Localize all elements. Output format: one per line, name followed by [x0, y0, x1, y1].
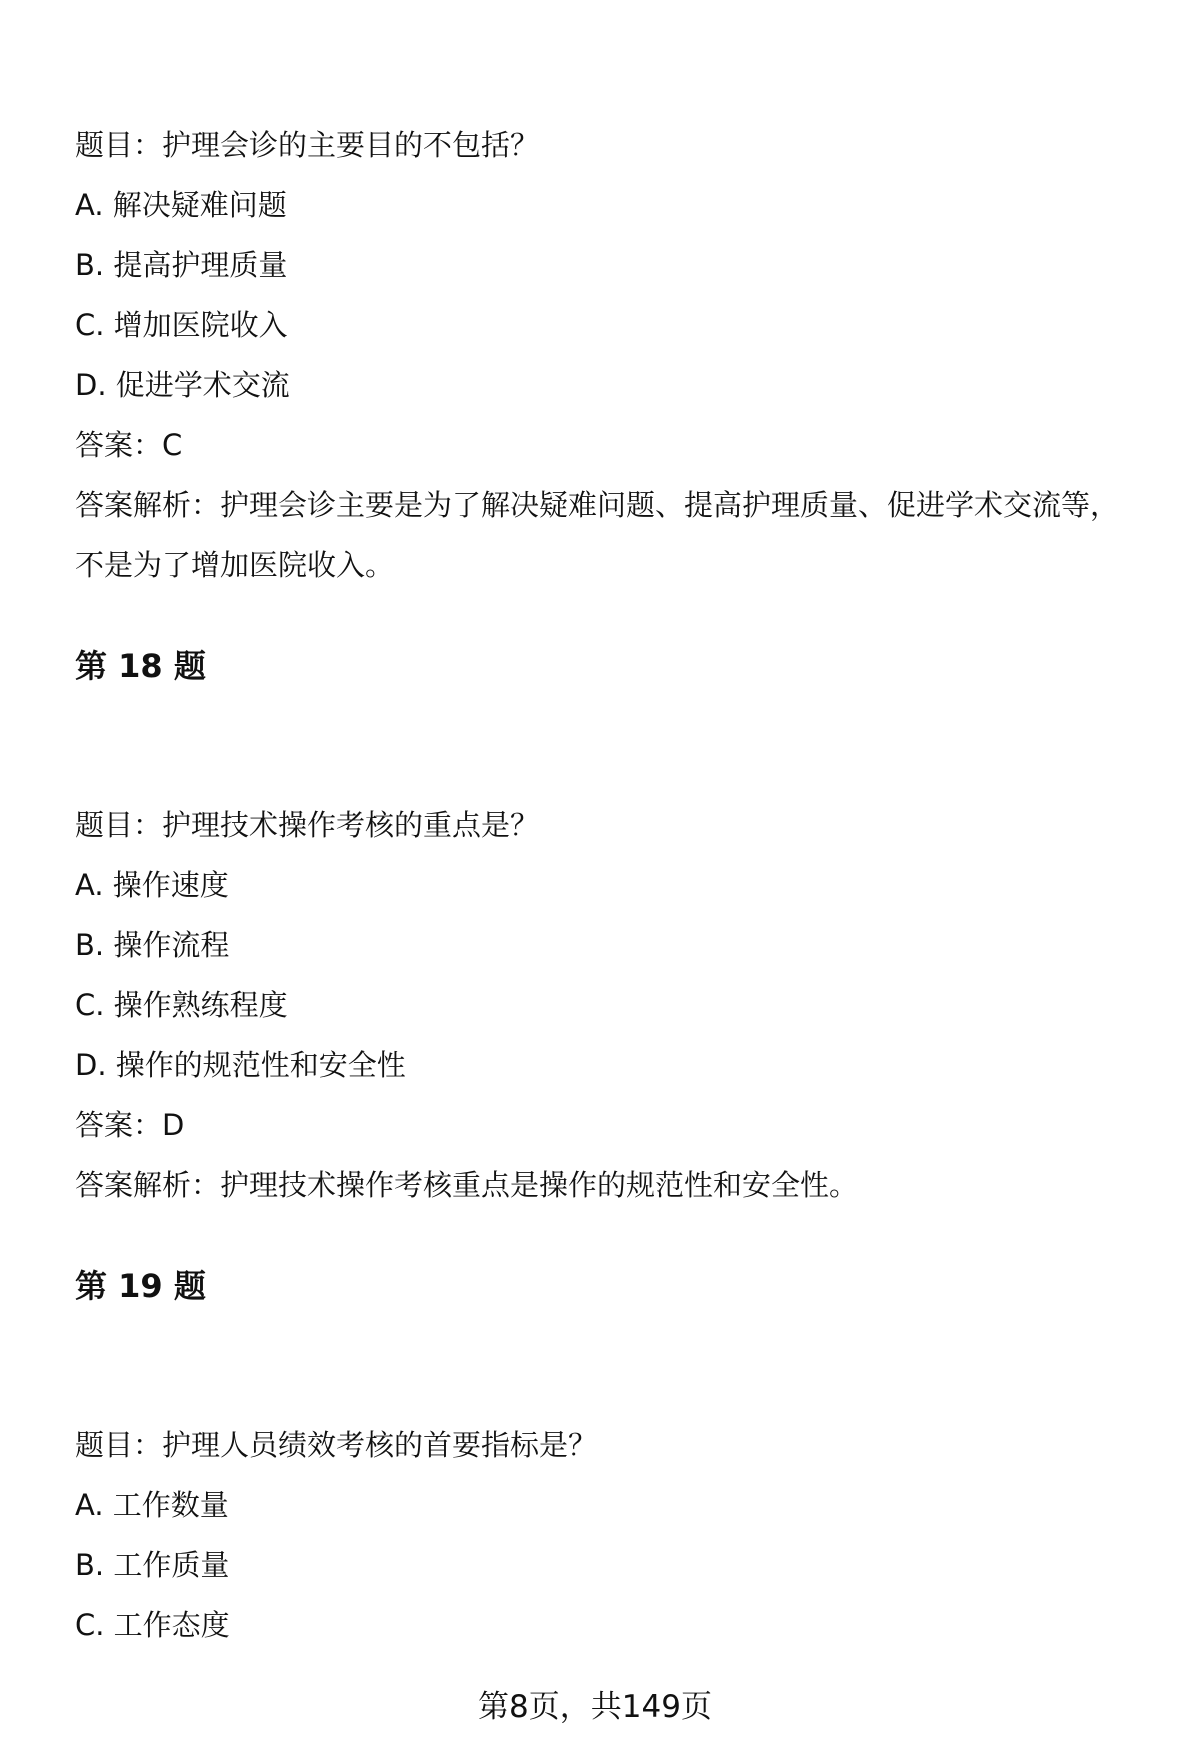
q18-option-b: B. 操作流程 — [75, 928, 230, 962]
q18-question: 题目：护理技术操作考核的重点是？ — [75, 808, 540, 842]
q17-question: 题目：护理会诊的主要目的不包括？ — [75, 128, 540, 162]
q17-option-b: B. 提高护理质量 — [75, 248, 288, 282]
q18-explanation: 答案解析：护理技术操作考核重点是操作的规范性和安全性。 — [75, 1168, 859, 1202]
page-number-footer: 第8页，共149页 — [478, 1689, 712, 1725]
q17-answer: 答案：C — [75, 428, 183, 462]
q17-explanation-line1: 答案解析：护理会诊主要是为了解决疑难问题、提高护理质量、促进学术交流等， — [75, 488, 1120, 522]
q17-option-d: D. 促进学术交流 — [75, 368, 290, 402]
q19-question: 题目：护理人员绩效考核的首要指标是？ — [75, 1428, 598, 1462]
q17-option-a: A. 解决疑难问题 — [75, 188, 287, 222]
q18-option-c: C. 操作熟练程度 — [75, 988, 288, 1022]
q18-option-d: D. 操作的规范性和安全性 — [75, 1048, 406, 1082]
q18-option-a: A. 操作速度 — [75, 868, 229, 902]
q17-explanation-line2: 不是为了增加医院收入。 — [75, 548, 395, 582]
q17-option-c: C. 增加医院收入 — [75, 308, 288, 342]
q19-option-a: A. 工作数量 — [75, 1488, 229, 1522]
q19-option-c: C. 工作态度 — [75, 1608, 230, 1642]
q19-heading: 第 19 题 — [75, 1267, 206, 1305]
q18-heading: 第 18 题 — [75, 647, 206, 685]
q18-answer: 答案：D — [75, 1108, 185, 1142]
q19-option-b: B. 工作质量 — [75, 1548, 230, 1582]
